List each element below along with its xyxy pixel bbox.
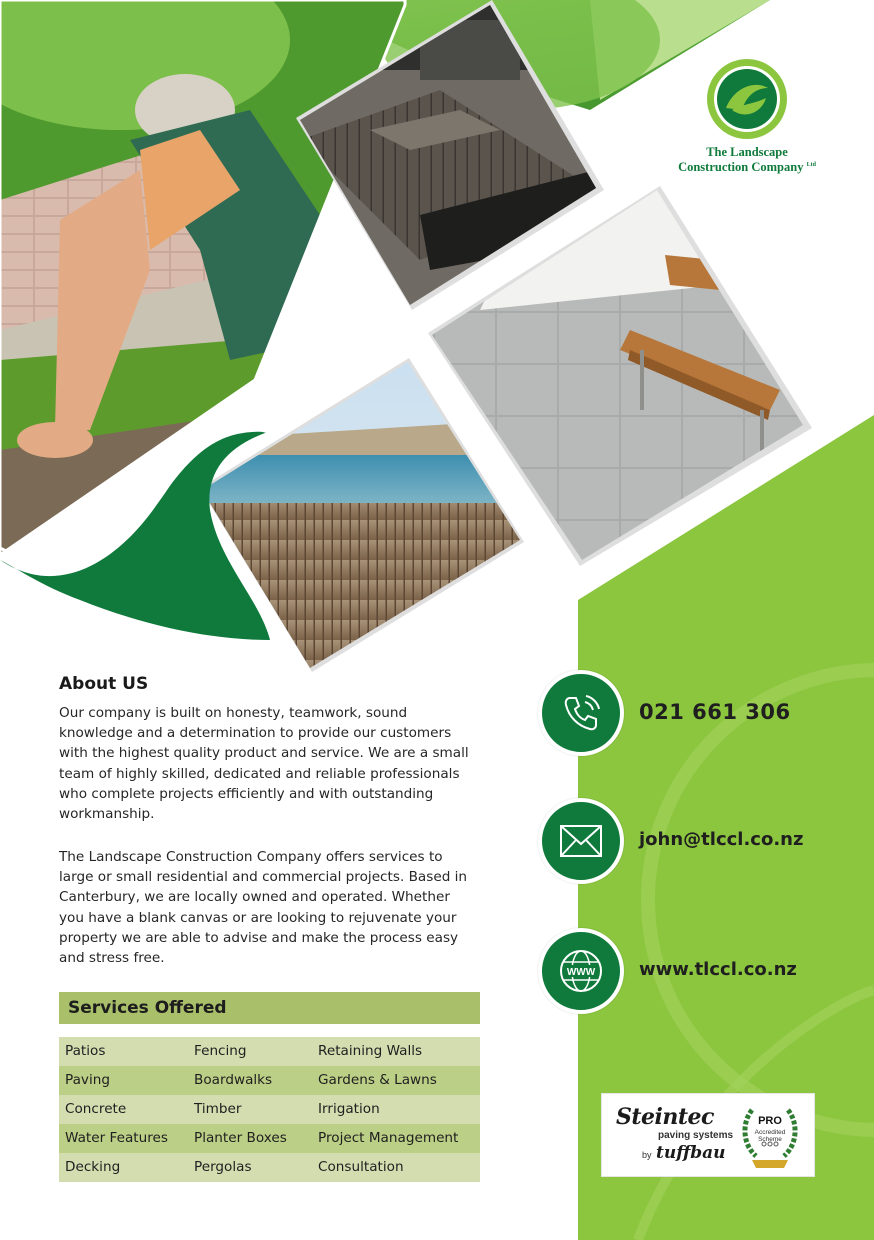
services-title: Services Offered [68, 998, 227, 1018]
service-item: Paving [65, 1072, 110, 1088]
contact-phone [538, 670, 868, 760]
email-address[interactable]: john@tlccl.co.nz [639, 829, 804, 850]
logo-name-line1: The Landscape [706, 145, 788, 159]
contact-website [538, 928, 868, 1018]
seal-line1: Accredited [754, 1129, 786, 1136]
steintec-by: by [642, 1150, 652, 1160]
services-row [59, 1124, 480, 1153]
services-row [59, 1037, 480, 1066]
services-row [59, 1095, 480, 1124]
tuffbau-brand: tuffbau [656, 1143, 726, 1163]
services-row [59, 1153, 480, 1182]
svg-text:WWW: WWW [566, 967, 596, 978]
globe-www-icon [558, 948, 604, 994]
phone-number[interactable]: 021 661 306 [639, 700, 791, 724]
service-item: Decking [65, 1159, 121, 1175]
seal-title: PRO [758, 1115, 782, 1127]
service-item: Gardens & Lawns [318, 1072, 437, 1088]
about-paragraph-2: The Landscape Construction Company offers services to large or small residential and commercial projects. Based in Canterbury, we are locally owned and operated. Whether you have a blank canvas or are looking to rejuvenate your property we are able to advise and make the process easy and stress free. [59, 849, 468, 967]
phone-icon [558, 690, 604, 736]
service-item: Retaining Walls [318, 1043, 423, 1059]
seal-line2: Scheme [758, 1136, 782, 1143]
globe-icon-circle [538, 928, 624, 1014]
phone-icon-circle [538, 670, 624, 756]
logo-name-line2-text: Construction Company [678, 160, 804, 175]
service-item: Boardwalks [194, 1072, 273, 1088]
envelope-icon-circle [538, 798, 624, 884]
service-item: Consultation [318, 1159, 404, 1175]
service-item: Water Features [65, 1130, 168, 1146]
service-item: Fencing [194, 1043, 247, 1059]
steintec-sub: paving systems [658, 1130, 734, 1141]
service-item: Timber [194, 1101, 242, 1117]
website-url[interactable]: www.tlccl.co.nz [639, 959, 797, 980]
green-side-panel [578, 0, 874, 1240]
services-header [59, 992, 480, 1024]
seal-caption [746, 1129, 794, 1143]
steintec-brand: Steintec [616, 1104, 714, 1130]
service-item: Irrigation [318, 1101, 380, 1117]
contact-email [538, 798, 868, 888]
service-item: Patios [65, 1043, 106, 1059]
steintec-badge [601, 1093, 815, 1177]
logo-suffix: Ltd [806, 162, 816, 168]
about-heading: About US [59, 674, 149, 694]
services-row [59, 1066, 480, 1095]
envelope-icon [559, 824, 603, 858]
services-table [59, 1037, 480, 1182]
service-item: Pergolas [194, 1159, 252, 1175]
service-item: Project Management [318, 1130, 459, 1146]
service-item: Planter Boxes [194, 1130, 287, 1146]
about-paragraph-1: Our company is built on honesty, teamwork, sound knowledge and a determination to provide our customers with the highest quality product and service. We are a small team of highly skilled, dedicated and reliable professionals who complete projects efficiently and with outstanding workmanship. [59, 705, 469, 823]
service-item: Concrete [65, 1101, 127, 1117]
